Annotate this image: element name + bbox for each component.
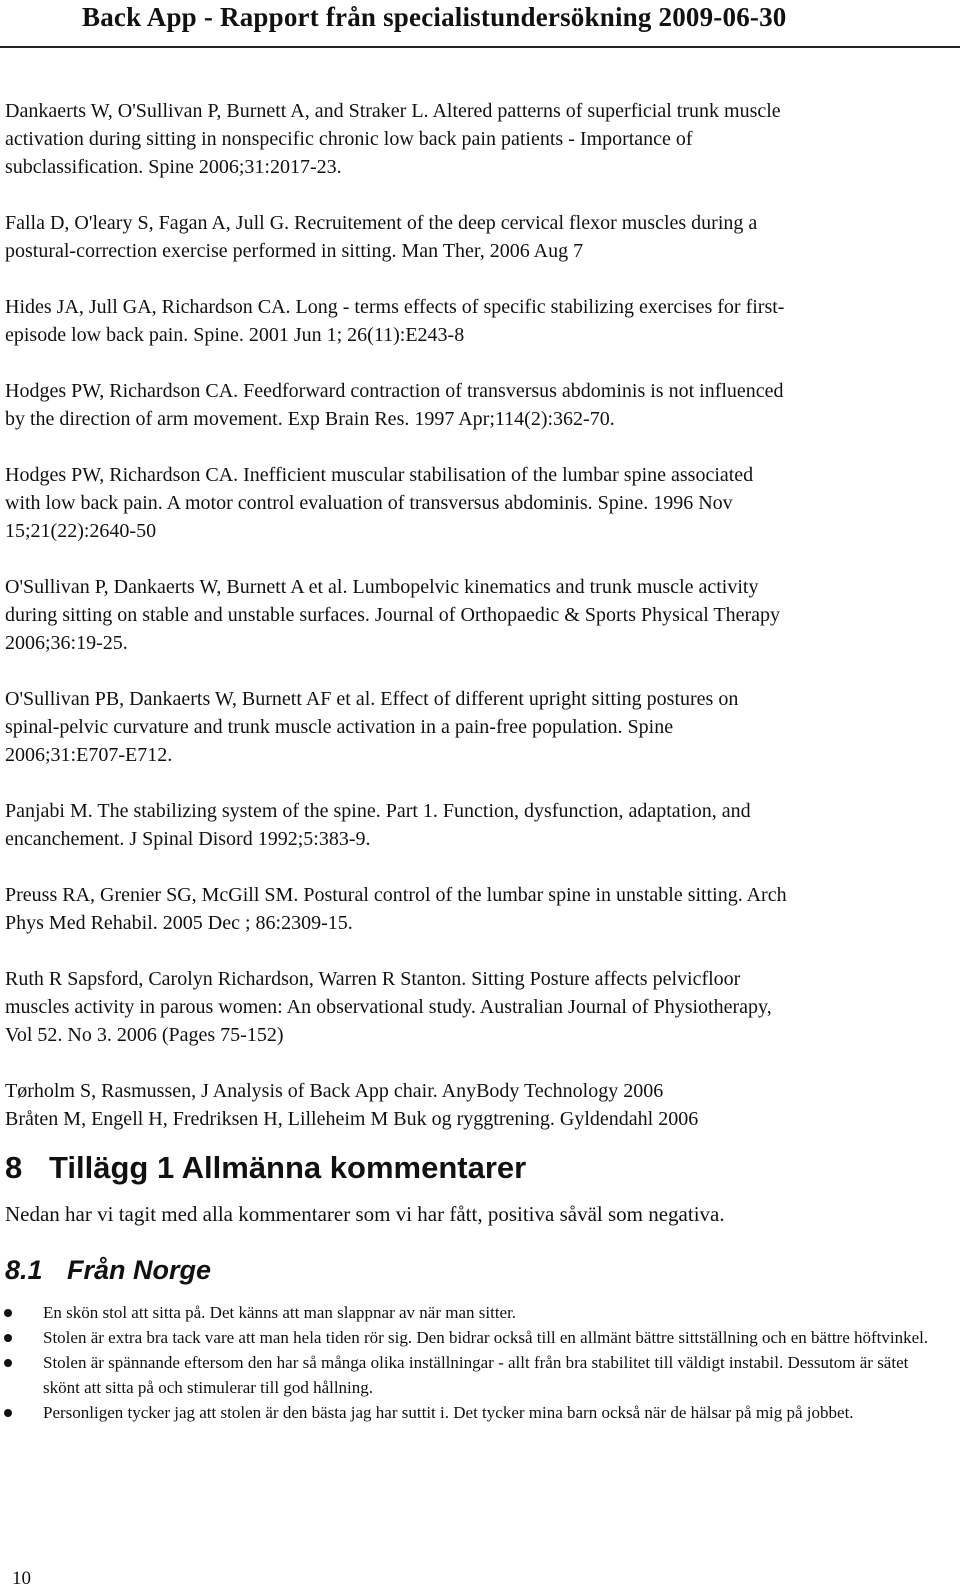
comment-text: Stolen är extra bra tack vare att man hela tiden rör sig. Den bidrar också till en allmänt bättre sittställning och en bättre höftvinkel. <box>43 1328 929 1347</box>
reference-list <box>5 97 945 1133</box>
reference-entry: O'Sullivan PB, Dankaerts W, Burnett AF et al. Effect of different upright sitting postures on spinal-pelvic curvature and trunk muscle activation in a pain-free population. Spine 2006;31:E707-E712. <box>5 688 739 766</box>
reference-entry: Preuss RA, Grenier SG, McGill SM. Postural control of the lumbar spine in unstable sitting. Arch Phys Med Rehabil. 2005 Dec ; 86:2309-15. <box>5 884 787 934</box>
reference-entry: O'Sullivan P, Dankaerts W, Burnett A et al. Lumbopelvic kinematics and trunk muscle activity during sitting on stable and unstable surfaces. Journal of Orthopaedic & Sports Physical Therapy 2006;36:19-25. <box>5 576 781 654</box>
reference-entry: Bråten M, Engell H, Fredriksen H, Lilleheim M Buk og ryggtrening. Gyldendahl 2006 <box>5 1108 699 1130</box>
reference-entry: Hodges PW, Richardson CA. Inefficient muscular stabilisation of the lumbar spine associated with low back pain. A motor control evaluation of transversus abdominis. Spine. 1996 Nov 15;21(22):2640-50 <box>5 464 754 542</box>
page-number: 10 <box>12 1568 31 1589</box>
reference-entry: Falla D, O'leary S, Fagan A, Jull G. Recruitement of the deep cervical flexor muscles during a postural-correction exercise performed in sitting. Man Ther, 2006 Aug 7 <box>5 212 758 262</box>
reference-entry: Hides JA, Jull GA, Richardson CA. Long - terms effects of specific stabilizing exercises for first- episode low back pain. Spine. 2001 Jun 1; 26(11):E243-8 <box>5 296 785 346</box>
reference-entry: Ruth R Sapsford, Carolyn Richardson, Warren R Stanton. Sitting Posture affects pelvicfloor muscles activity in parous women: An observational study. Australian Journal of Physiotherapy, Vol 52. No 3. 2006 (Pages 75-152) <box>5 968 772 1046</box>
list-item <box>0 1350 940 1400</box>
subsection-title: Från Norge <box>67 1255 212 1285</box>
reference-entry: Panjabi M. The stabilizing system of the spine. Part 1. Function, dysfunction, adaptation, and encanchement. J Spinal Disord 1992;5:383-9. <box>5 800 751 850</box>
section-heading <box>5 1150 526 1186</box>
comment-text: En skön stol att sitta på. Det känns att man slappnar av när man sitter. <box>43 1303 517 1322</box>
subsection-number: 8.1 <box>5 1255 43 1285</box>
list-item <box>0 1300 940 1325</box>
bullet-icon <box>4 1334 12 1342</box>
reference-entry: Hodges PW, Richardson CA. Feedforward contraction of transversus abdominis is not influenced by the direction of arm movement. Exp Brain Res. 1997 Apr;114(2):362-70. <box>5 380 784 430</box>
page-header <box>0 0 960 48</box>
reference-entry: Tørholm S, Rasmussen, J Analysis of Back App chair. AnyBody Technology 2006 <box>5 1080 664 1102</box>
subsection-heading <box>5 1255 211 1286</box>
list-item <box>0 1400 940 1425</box>
section-number: 8 <box>5 1150 23 1185</box>
list-item <box>0 1325 940 1350</box>
document-title: Back App - Rapport från specialistundersökning 2009-06-30 <box>82 2 787 32</box>
bullet-icon <box>4 1309 12 1317</box>
comment-text: Personligen tycker jag att stolen är den bästa jag har suttit i. Det tycker mina barn också när de hälsar på mig på jobbet. <box>43 1403 854 1422</box>
comment-text: Stolen är spännande eftersom den har så många olika inställningar - allt från bra stabilitet till väldigt instabil. Dessutom är sätet skönt att sitta på och stimulerar till god hållning. <box>43 1353 909 1397</box>
bullet-icon <box>4 1359 12 1367</box>
section-intro: Nedan har vi tagit med alla kommentarer som vi har fått, positiva såväl som negativa. <box>5 1202 725 1226</box>
section-title: Tillägg 1 Allmänna kommentarer <box>49 1150 527 1185</box>
reference-entry: Dankaerts W, O'Sullivan P, Burnett A, and Straker L. Altered patterns of superficial trunk muscle activation during sitting in nonspecific chronic low back pain patients - Importance of subclassification. Spine 2006;31:2017-23. <box>5 100 781 178</box>
bullet-icon <box>4 1409 12 1417</box>
comment-list <box>0 1300 940 1425</box>
